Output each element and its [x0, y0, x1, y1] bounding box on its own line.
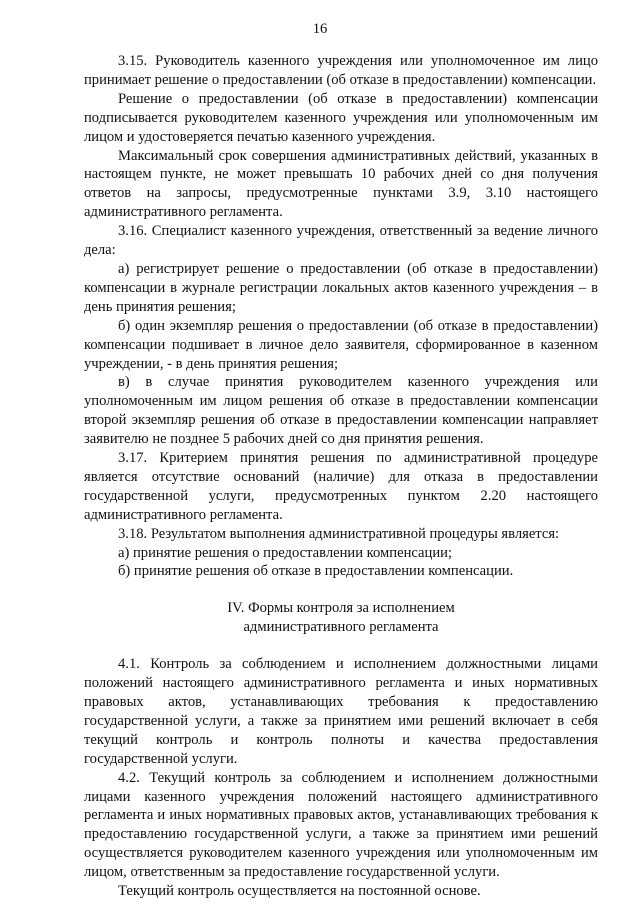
document-body: [84, 52, 598, 901]
section-title-line2: административного регламента: [243, 619, 439, 636]
page-number: 16: [312, 21, 328, 37]
section-heading: [84, 599, 598, 637]
paragraph-3-15: 3.15. Руководитель казенного учреждения или уполномоченное им лицо принимает решение о предоставлении (об отказе в предоставлении) компенсации.: [84, 53, 598, 88]
list-item-a: а) регистрирует решение о предоставлении (об отказе в предоставлении) компенсации в журнале регистрации локальных актов казенного учреждения – в день принятия решения;: [84, 260, 598, 315]
result-item-a: а) принятие решения о предоставлении компенсации;: [118, 544, 452, 561]
paragraph-signing: Решение о предоставлении (об отказе в предоставлении) компенсации подписывается руководителем казенного учреждения или уполномоченным им лицом и удостоверяется печатью казенного учреждения.: [84, 90, 598, 145]
result-item-b: б) принятие решения об отказе в предоставлении компенсации.: [118, 563, 514, 580]
paragraph-3-17: 3.17. Критерием принятия решения по административной процедуре является отсутствие оснований (наличие) для отказа в предоставлении государственной услуги, предусмотренных пунктом 2.20 настоящего административного регламента.: [84, 450, 598, 523]
paragraph-current-control: Текущий контроль осуществляется на постоянной основе.: [118, 883, 481, 900]
paragraph-max-term: Максимальный срок совершения административных действий, указанных в настоящем пункте, не может превышать 10 рабочих дней со дня получения ответов на запросы, предусмотренные пунктами 3.9, 3.10 настоящего административного регламента.: [84, 147, 598, 221]
paragraph-4-1: 4.1. Контроль за соблюдением и исполнением должностными лицами положений настоящего административного регламента и иных нормативных правовых актов, устанавливающих требования к предоставлению государственной услуги, а также за принятием ими решений включает в себя текущий контроль и контроль полноты и качества предоставления государственной услуги.: [84, 656, 598, 767]
list-item-b: б) один экземпляр решения о предоставлении (об отказе в предоставлении) компенсации подшивает в личное дело заявителя, сформированное в казенном учреждении, - в день принятия решения;: [84, 317, 598, 372]
list-item-v: в) в случае принятия руководителем казенного учреждения или уполномоченным им лицом решения об отказе в предоставлении компенсации второй экземпляр решения об отказе в предоставлении компенсации направляет заявителю не позднее 5 рабочих дней со дня принятия решения.: [84, 374, 598, 448]
paragraph-3-16: 3.16. Специалист казенного учреждения, ответственный за ведение личного дела:: [84, 223, 598, 259]
paragraph-4-2: 4.2. Текущий контроль за соблюдением и исполнением должностными лицами казенного учреждения положений настоящего административного регламента и иных нормативных правовых актов, устанавливающих требования к предоставлению государственной услуги, а также за принятием ими решений осуществляется руководителем казенного учреждения или уполномоченным им лицом, ответственным за предоставление государственной услуги.: [84, 769, 598, 881]
paragraph-3-18: 3.18. Результатом выполнения административной процедуры является:: [118, 525, 560, 542]
section-title-line1: IV. Формы контроля за исполнением: [227, 600, 455, 617]
